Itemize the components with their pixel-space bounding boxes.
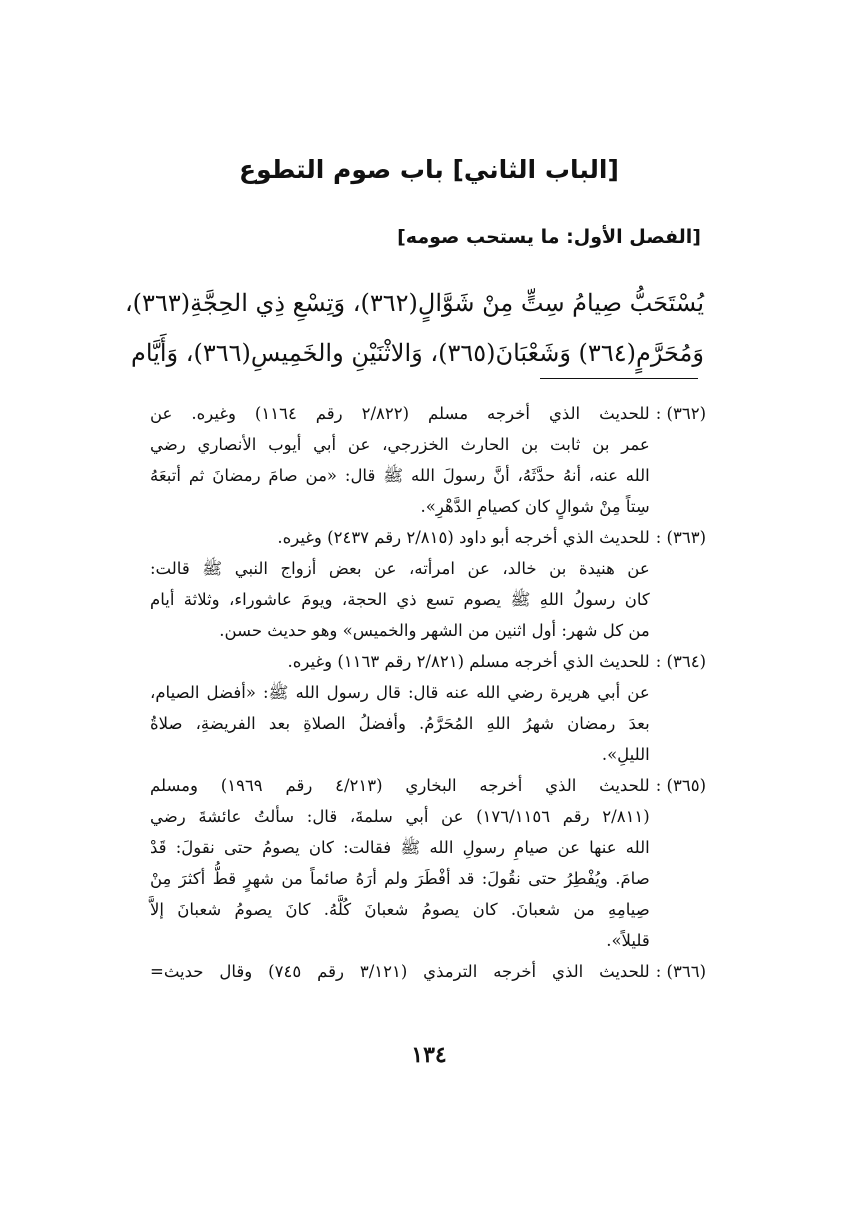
footnote-body	[150, 522, 650, 646]
footnote-366	[150, 956, 706, 987]
footnote-number: (٣٦٤) :	[655, 652, 706, 671]
footnote-divider	[540, 378, 698, 379]
main-text-line: وَمُحَرَّمٍ(٣٦٤) وَشَعْبَانَ(٣٦٥)، وَالاثْنَيْنِ والخَمِيسِ(٣٦٦)، وَأَيَّام	[131, 339, 704, 367]
footnote-365	[150, 770, 706, 956]
footnote-line: للحديث الذي أخرجه البخاري (٤/٢١٣ رقم ١٩٦٩) ومسلم	[150, 776, 650, 795]
footnote-line: صِيامِهِ من شعبانَ. كان يصومُ شعبانَ كُلَّهُ. كانَ يصومُ شعبانَ إلاَّ	[150, 900, 650, 919]
main-text	[124, 278, 704, 378]
footnote-line: للحديث الذي أخرجه الترمذي (٣/١٢١ رقم ٧٤٥) وقال حديث=	[150, 962, 650, 981]
footnote-line: للحديث الذي أخرجه أبو داود (٢/٨١٥ رقم ٢٤٣٧) وغيره.	[277, 528, 650, 547]
footnote-body	[150, 646, 650, 770]
footnote-line: صامَ. ويُفْطِرُ حتى نقُولَ: قد أفْطَرَ ولم أرَهُ صائماً من شهرٍ قطُّ أكثرَ مِنْ	[150, 869, 650, 888]
footnote-line: عن أبي هريرة رضي الله عنه قال: قال رسول الله ﷺ: «أفضل الصيام،	[150, 683, 650, 702]
main-text-line: يُسْتَحَبُّ صِيامُ سِتٍّ مِنْ شَوَّالٍ(٣٦٢)، وَتِسْعِ ذِي الحِجَّةِ(٣٦٣)،	[124, 289, 704, 317]
footnote-line: بعدَ رمضان شهرُ اللهِ المُحَرَّمُ. وأفضلُ الصلاةِ بعد الفريضةِ، صلاةُ	[150, 714, 650, 733]
footnote-364	[150, 646, 706, 770]
footnote-363	[150, 522, 706, 646]
chapter-title: [الباب الثاني] باب صوم التطوع	[239, 155, 619, 184]
footnote-line: قليلاً».	[606, 931, 650, 950]
footnote-body	[150, 770, 650, 956]
footnote-line: الليلِ».	[601, 745, 650, 764]
footnote-number: (٣٦٥) :	[655, 776, 706, 795]
footnote-body	[150, 956, 650, 987]
footnote-number: (٣٦٣) :	[655, 528, 706, 547]
footnote-line: من كل شهر: أول اثنين من الشهر والخميس» وهو حديث حسن.	[219, 621, 650, 640]
footnote-number: (٣٦٢) :	[655, 404, 706, 423]
footnote-line: عمر بن ثابت بن الحارث الخزرجي، عن أبي أيوب الأنصاري رضي	[150, 435, 650, 454]
footnote-line: (٢/٨١١ رقم ١٧٦/١١٥٦) عن أبي سلمةَ، قال: سألتُ عائشةَ رضي	[150, 807, 650, 826]
footnote-line: الله عنها عن صيامِ رسولِ الله ﷺ فقالت: كان يصومُ حتى نقولَ: قَدْ	[150, 838, 650, 857]
footnote-line: كان رسولُ اللهِ ﷺ يصوم تسع ذي الحجة، ويومَ عاشوراء، وثلاثة أيام	[150, 590, 650, 609]
footnote-362	[150, 398, 706, 522]
page-number: ١٣٤	[411, 1042, 447, 1068]
footnote-line: سِتاً مِنْ شوالٍ كان كصيامِ الدَّهْرِ».	[420, 497, 650, 516]
section-title: [الفصل الأول: ما يستحب صومه]	[397, 226, 701, 248]
footnote-line: عن هنيدة بن خالد، عن امرأته، عن بعض أزواج النبي ﷺ قالت:	[150, 559, 650, 578]
footnote-line: للحديث الذي أخرجه مسلم (٢/٨٢٢ رقم ١١٦٤) وغيره. عن	[150, 404, 650, 423]
footnote-line: الله عنه، أنهُ حدَّثَهُ، أنَّ رسولَ الله ﷺ قال: «من صامَ رمضانَ ثم أتبعَهُ	[150, 466, 650, 485]
footnote-number: (٣٦٦) :	[655, 962, 706, 981]
footnote-line: للحديث الذي أخرجه مسلم (٢/٨٢١ رقم ١١٦٣) وغيره.	[287, 652, 650, 671]
footnotes	[150, 398, 706, 987]
footnote-body	[150, 398, 650, 522]
